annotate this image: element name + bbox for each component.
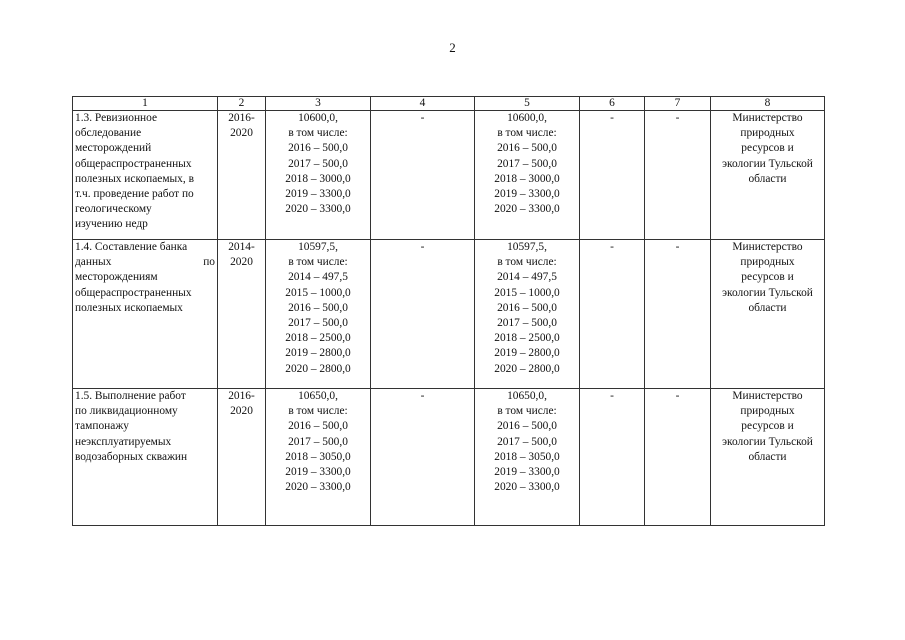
text-line: в том числе: xyxy=(288,256,348,269)
col6-cell: - xyxy=(580,111,645,240)
text-line: общераспространенных xyxy=(75,286,192,299)
text-line: 10600,0, xyxy=(298,112,338,124)
text-line: Министерство xyxy=(732,241,803,253)
text-line: 2017 – 500,0 xyxy=(288,317,348,330)
text-line: 2018 – 2500,0 xyxy=(494,332,560,345)
text-line: 2016 – 500,0 xyxy=(497,142,557,155)
text-line: 2019 – 2800,0 xyxy=(285,347,351,360)
text-line: 2018 – 2500,0 xyxy=(285,332,351,345)
text-line: 2020 – 3300,0 xyxy=(494,203,560,216)
table-row xyxy=(73,111,825,240)
text-line: 2019 – 3300,0 xyxy=(494,188,560,201)
header-col-4: 4 xyxy=(371,97,475,111)
text-line: 2020 xyxy=(230,256,253,269)
text-line: неэксплуатируемых xyxy=(75,435,172,448)
page-number: 2 xyxy=(449,40,456,55)
header-col-2: 2 xyxy=(218,97,266,111)
text-line: тампонажу xyxy=(75,420,129,433)
text-line: 2016 – 500,0 xyxy=(288,142,348,155)
table-row xyxy=(73,240,825,389)
text-line: природных xyxy=(740,256,795,269)
text-line: 2017 – 500,0 xyxy=(288,435,348,448)
text-line: ресурсов и xyxy=(741,271,794,284)
header-col-3: 3 xyxy=(266,97,371,111)
executor-cell xyxy=(711,389,825,526)
text-line: природных xyxy=(740,405,795,418)
text-line: в том числе: xyxy=(497,127,557,140)
text-line: ресурсов и xyxy=(741,142,794,155)
text-line: геологическому xyxy=(75,203,152,216)
text-line: области xyxy=(748,450,787,463)
text-line: в том числе: xyxy=(288,127,348,140)
text-line: 2016- xyxy=(228,390,255,402)
regional-funding-cell xyxy=(475,111,580,240)
text-line: 2017 – 500,0 xyxy=(497,157,557,170)
text-line: 10597,5, xyxy=(298,241,338,253)
text-line: 2014 – 497,5 xyxy=(288,271,348,284)
text-line: 2018 – 3050,0 xyxy=(285,450,351,463)
header-col-1: 1 xyxy=(73,97,218,111)
regional-funding-cell xyxy=(475,389,580,526)
text-line: 2020 xyxy=(230,127,253,140)
text-line: 2014- xyxy=(228,241,255,253)
period-cell xyxy=(218,111,266,240)
text-line: Министерство xyxy=(732,112,803,124)
text-line: 2019 – 3300,0 xyxy=(285,188,351,201)
text-line: 1.3. Ревизионное xyxy=(75,112,158,124)
text-line: 2016 – 500,0 xyxy=(288,301,348,314)
text-line: 2018 – 3000,0 xyxy=(285,172,351,185)
text-line: 1.5. Выполнение работ xyxy=(75,390,186,402)
text-line: т.ч. проведение работ по xyxy=(75,188,194,201)
text-line: 2017 – 500,0 xyxy=(288,157,348,170)
header-col-6: 6 xyxy=(580,97,645,111)
text-line: 10600,0, xyxy=(507,112,547,124)
text-line: 2016 – 500,0 xyxy=(497,301,557,314)
total-funding-cell xyxy=(266,389,371,526)
text-line: экологии Тульской xyxy=(722,286,813,299)
text-line: 2016- xyxy=(228,112,255,124)
activity-name-cell xyxy=(73,389,218,526)
text-line: 2017 – 500,0 xyxy=(497,317,557,330)
regional-funding-cell xyxy=(475,240,580,389)
text-line: 1.4. Составление банка xyxy=(75,241,188,253)
text-line: природных xyxy=(740,127,795,140)
text-line: 2019 – 3300,0 xyxy=(285,466,351,479)
text-line: 2020 – 2800,0 xyxy=(494,362,560,375)
text-line: 2018 – 3050,0 xyxy=(494,450,560,463)
text-line: области xyxy=(748,301,787,314)
text-line: 2019 – 2800,0 xyxy=(494,347,560,360)
text-line: 2015 – 1000,0 xyxy=(494,286,560,299)
activity-name-cell xyxy=(73,111,218,240)
text-line: экологии Тульской xyxy=(722,157,813,170)
col7-cell: - xyxy=(645,111,711,240)
text-line: в том числе: xyxy=(497,405,557,418)
text-line: 2020 – 3300,0 xyxy=(494,481,560,494)
text-line: 2015 – 1000,0 xyxy=(285,286,351,299)
col4-cell: - xyxy=(371,111,475,240)
program-table xyxy=(72,96,825,526)
col7-cell: - xyxy=(645,389,711,526)
table-row xyxy=(73,389,825,526)
text-line: месторождений xyxy=(75,142,152,155)
text-line: обследование xyxy=(75,127,142,140)
text-line: 10650,0, xyxy=(507,390,547,402)
text-line: полезных ископаемых, в xyxy=(75,172,194,185)
text-line: по ликвидационному xyxy=(75,405,178,418)
text-line: 2020 xyxy=(230,405,253,418)
text-line: ресурсов и xyxy=(741,420,794,433)
header-col-8: 8 xyxy=(711,97,825,111)
justified-line xyxy=(75,255,215,270)
text-line: 2020 – 3300,0 xyxy=(285,481,351,494)
text-line: месторождениям xyxy=(75,271,158,284)
total-funding-cell xyxy=(266,240,371,389)
text-fragment: по xyxy=(203,256,215,269)
text-line: экологии Тульской xyxy=(722,435,813,448)
col4-cell: - xyxy=(371,240,475,389)
text-line: 2016 – 500,0 xyxy=(288,420,348,433)
text-line: полезных ископаемых xyxy=(75,301,183,314)
total-funding-cell xyxy=(266,111,371,240)
col6-cell: - xyxy=(580,240,645,389)
period-cell xyxy=(218,389,266,526)
text-line: 2020 – 2800,0 xyxy=(285,362,351,375)
text-line: 2014 – 497,5 xyxy=(497,271,557,284)
col6-cell: - xyxy=(580,389,645,526)
text-line: 2019 – 3300,0 xyxy=(494,466,560,479)
header-col-7: 7 xyxy=(645,97,711,111)
text-line: 10597,5, xyxy=(507,241,547,253)
text-line: 2016 – 500,0 xyxy=(497,420,557,433)
col4-cell: - xyxy=(371,389,475,526)
header-col-5: 5 xyxy=(475,97,580,111)
text-line: изучению недр xyxy=(75,218,148,231)
text-line: общераспространенных xyxy=(75,157,192,170)
period-cell xyxy=(218,240,266,389)
text-line: 2017 – 500,0 xyxy=(497,435,557,448)
text-line: области xyxy=(748,172,787,185)
executor-cell xyxy=(711,111,825,240)
text-line: 2020 – 3300,0 xyxy=(285,203,351,216)
text-fragment: данных xyxy=(75,256,112,269)
text-line: водозаборных скважин xyxy=(75,450,188,463)
text-line: 10650,0, xyxy=(298,390,338,402)
col7-cell: - xyxy=(645,240,711,389)
text-line: 2018 – 3000,0 xyxy=(494,172,560,185)
text-line: в том числе: xyxy=(288,405,348,418)
header-row xyxy=(73,97,825,111)
text-line: в том числе: xyxy=(497,256,557,269)
text-line: Министерство xyxy=(732,390,803,402)
activity-name-cell xyxy=(73,240,218,389)
executor-cell xyxy=(711,240,825,389)
